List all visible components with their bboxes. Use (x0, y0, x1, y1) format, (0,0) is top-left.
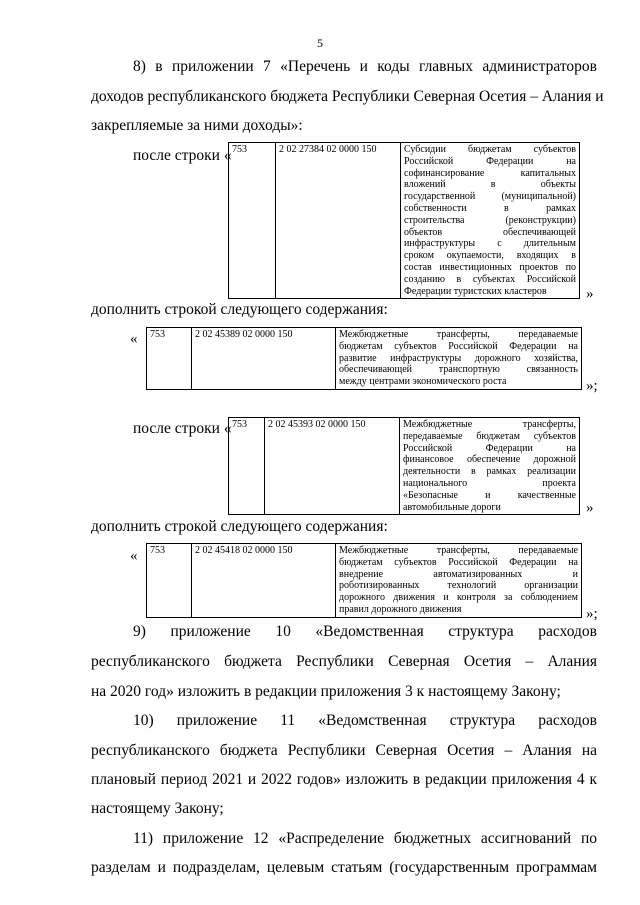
desc-line: «Безопасные и качественные (403, 489, 576, 501)
desc-line: Субсидии бюджетам субъектов (404, 144, 576, 155)
desc-line: строительства (реконструкции) (404, 214, 576, 226)
desc-line: созданию в субъектах Российской (404, 273, 576, 285)
item11-line-2: разделам и подразделам, целевым статьям (государственным программам (91, 859, 597, 876)
closing-quote-new-1: »; (586, 378, 598, 394)
admin-code-cell: 753 (147, 328, 192, 390)
add-row-label-2: дополнить строкой следующего содержания: (91, 518, 388, 535)
desc-line: национального проекта (403, 477, 576, 489)
desc-line: развитие инфраструктуры дорожного хозяйства, (339, 352, 578, 364)
item10-line-1: 10) приложение 11 «Ведомственная структура расходов (133, 712, 597, 729)
desc-line: вложений в объекты (404, 179, 576, 191)
item11-line-1: 11) приложение 12 «Распределение бюджетных ассигнований по (133, 830, 597, 847)
new-row-table-1 (146, 327, 582, 390)
desc-line: правил дорожного движения (339, 603, 462, 615)
closing-quote-new-2: »; (586, 606, 598, 622)
item8-line-3: закрепляемые за ними доходы»: (91, 117, 303, 134)
desc-line: софинансирование капитальных (404, 167, 576, 179)
desc-line: сроком окупаемости, входящих в (404, 250, 576, 262)
description-cell (401, 143, 580, 299)
desc-line: дорожного движения и контроля за соблюдением (339, 592, 578, 604)
after-row-label-2: после строки « (133, 420, 232, 437)
item10-line-4: настоящему Закону; (91, 800, 224, 817)
add-row-label-1: дополнить строкой следующего содержания: (91, 301, 388, 318)
desc-line: автомобильные дороги (403, 501, 501, 513)
item9-line-2: республиканского бюджета Республики Северная Осетия – Алания (91, 653, 597, 670)
item10-line-3: плановый период 2021 и 2022 годов» изложить в редакции приложения 4 к (91, 771, 597, 788)
description-cell (336, 544, 582, 618)
kbk-code-cell: 2 02 45393 02 0000 150 (265, 418, 400, 515)
opening-quote-2: « (130, 548, 138, 564)
desc-line: Межбюджетные трансферты, передаваемые (339, 545, 578, 556)
desc-line: роботизированных технологий организации (339, 580, 578, 592)
after-row-label-1: после строки « (133, 147, 232, 164)
desc-line: состав инвестиционных проектов по (404, 261, 576, 273)
desc-line: между центрами экономического роста (339, 376, 507, 388)
desc-line: передаваемые бюджетам субъектов (403, 430, 576, 442)
item8-line-2: доходов республиканского бюджета Республики Северная Осетия – Алания и (91, 88, 604, 105)
item9-line-3: на 2020 год» изложить в редакции приложения 3 к настоящему Закону; (91, 683, 561, 700)
page-number: 5 (317, 36, 323, 50)
desc-line: собственности в рамках (404, 202, 576, 214)
existing-row-table-1 (228, 142, 580, 299)
item10-line-2: республиканского бюджета Республики Северная Осетия – Алания на (91, 742, 597, 759)
kbk-code-cell: 2 02 45418 02 0000 150 (192, 544, 336, 618)
desc-line: внедрение автоматизированных и (339, 568, 578, 580)
desc-line: Федерации туристских кластеров (404, 285, 547, 297)
description-cell (336, 328, 582, 390)
kbk-code-cell: 2 02 45389 02 0000 150 (192, 328, 336, 390)
item9-line-1: 9) приложение 10 «Ведомственная структура расходов (133, 623, 597, 640)
desc-line: деятельности в рамках реализации (403, 466, 576, 478)
desc-line: Российской Федерации на (403, 442, 576, 454)
admin-code-cell: 753 (229, 418, 265, 515)
closing-quote-1: » (586, 286, 594, 302)
new-row-table-2 (146, 543, 582, 618)
desc-line: бюджетам субъектов Российской Федерации на (339, 340, 578, 352)
desc-line: объектов обеспечивающей (404, 226, 576, 238)
opening-quote-1: « (130, 331, 138, 347)
desc-line: обеспечивающей транспортную связанность (339, 364, 578, 376)
item8-line-1: 8) в приложении 7 «Перечень и коды главных администраторов (133, 58, 597, 75)
closing-quote-2: » (586, 500, 594, 516)
desc-line: Российской Федерации на (404, 155, 576, 167)
admin-code-cell: 753 (147, 544, 192, 618)
desc-line: Межбюджетные трансферты, (403, 419, 576, 430)
description-cell (400, 418, 580, 515)
desc-line: Межбюджетные трансферты, передаваемые (339, 329, 578, 340)
existing-row-table-2 (228, 417, 580, 515)
desc-line: инфраструктуры с длительным (404, 238, 576, 250)
kbk-code-cell: 2 02 27384 02 0000 150 (276, 143, 401, 299)
desc-line: финансовое обеспечение дорожной (403, 454, 576, 466)
admin-code-cell: 753 (229, 143, 276, 299)
desc-line: бюджетам субъектов Российской Федерации на (339, 556, 578, 568)
desc-line: государственной (муниципальной) (404, 191, 576, 203)
